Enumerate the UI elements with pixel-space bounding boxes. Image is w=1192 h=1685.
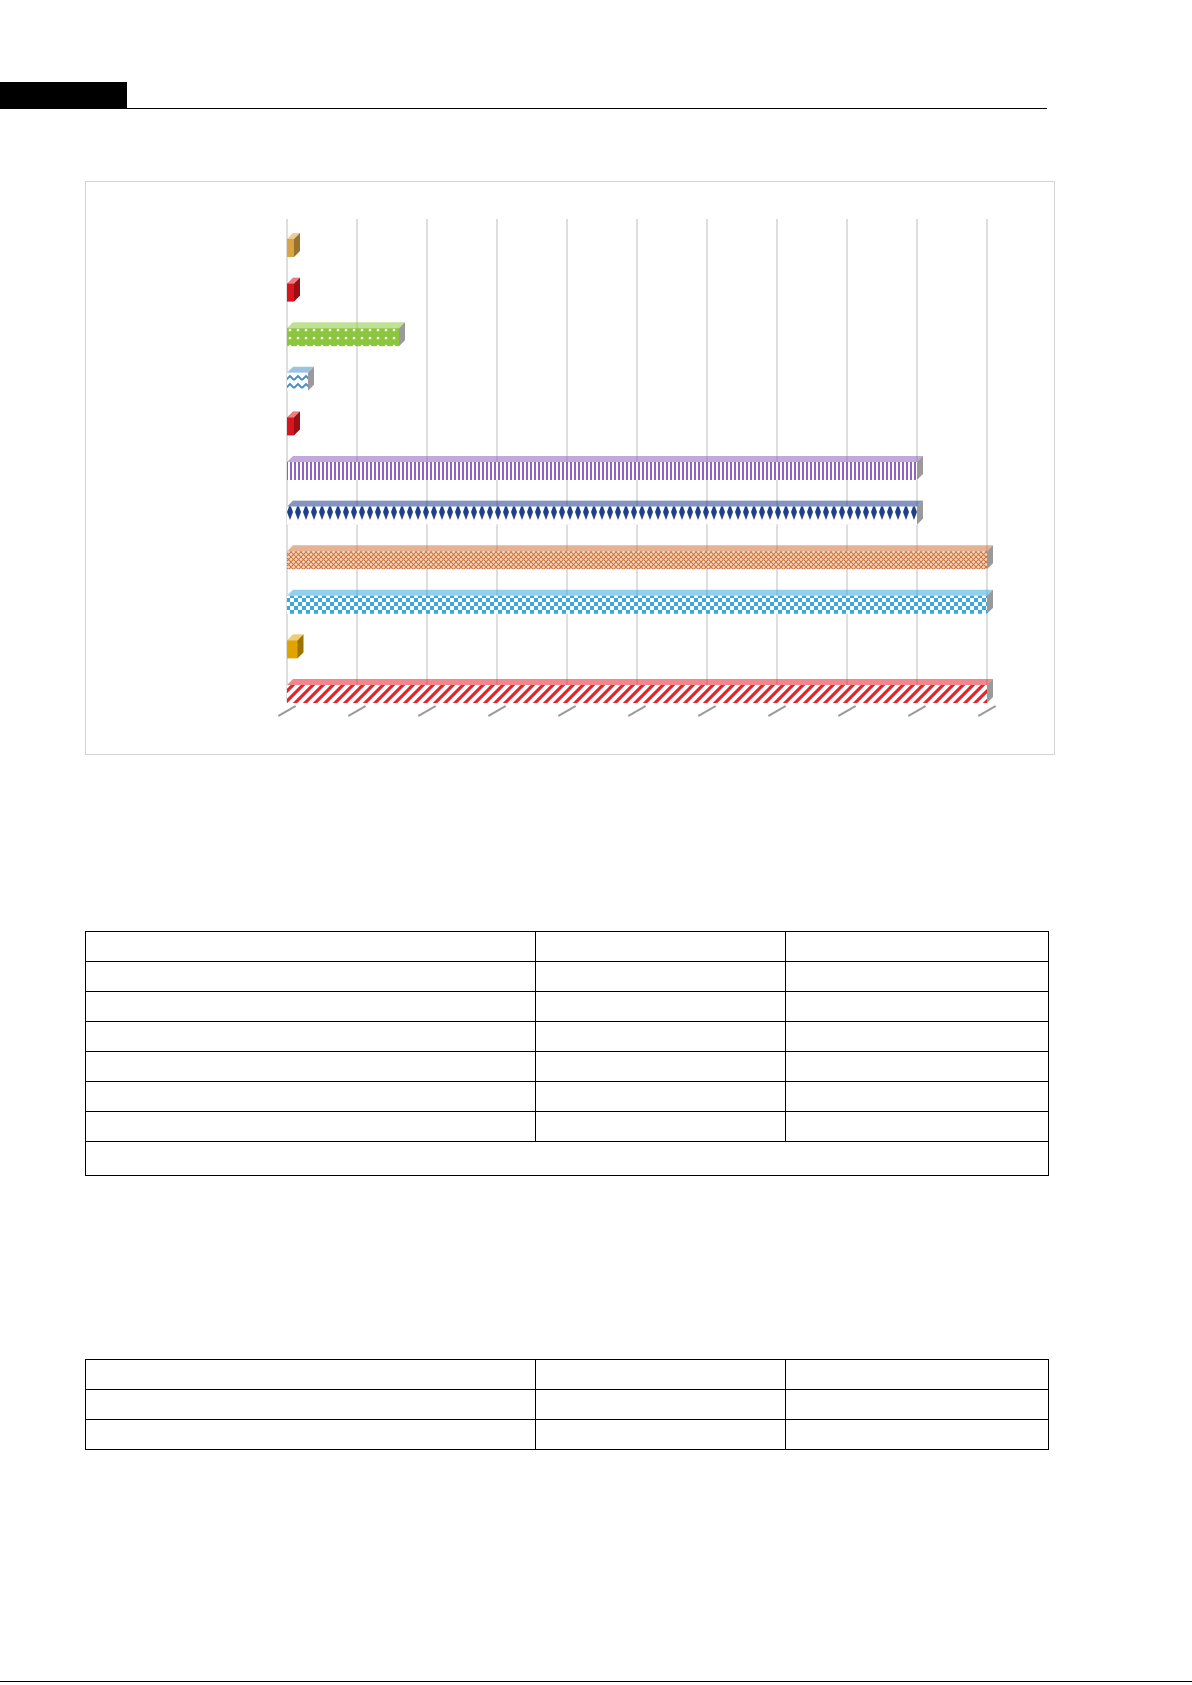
table-cell <box>86 1112 536 1142</box>
bottom-rule <box>0 1681 1192 1682</box>
bar-front-face <box>287 596 987 614</box>
table-cell <box>536 1420 786 1450</box>
table-cell <box>536 1360 786 1390</box>
table-cell <box>86 1360 536 1390</box>
header-rule <box>127 108 1047 109</box>
bar-front-face <box>287 551 987 569</box>
table-row <box>86 1082 1049 1112</box>
table-row <box>86 1112 1049 1142</box>
bar-front-face <box>287 373 308 391</box>
table-row <box>86 992 1049 1022</box>
x-tick-label <box>348 705 366 717</box>
x-tick-label <box>558 705 576 717</box>
data-table-2 <box>85 1359 1049 1450</box>
table-cell <box>536 932 786 962</box>
bar <box>287 233 300 257</box>
bar <box>287 545 993 569</box>
table-cell <box>786 1420 1049 1450</box>
table-row <box>86 1360 1049 1390</box>
table-cell <box>536 1082 786 1112</box>
table-cell <box>786 992 1049 1022</box>
bar-top-face <box>287 679 993 685</box>
table-cell <box>536 962 786 992</box>
table-cell <box>786 1022 1049 1052</box>
table-footer-row <box>86 1142 1049 1176</box>
bar-front-face <box>287 417 294 435</box>
bar-front-face <box>287 284 294 302</box>
header-tab-block <box>0 82 127 109</box>
table-row <box>86 1390 1049 1420</box>
bar-chart <box>86 182 1056 756</box>
x-tick-label <box>488 705 506 717</box>
x-tick-label <box>908 705 926 717</box>
bar <box>287 456 923 480</box>
bar-top-face <box>287 456 923 462</box>
table-row <box>86 1052 1049 1082</box>
table-cell <box>786 1082 1049 1112</box>
bar-front-face <box>287 685 987 703</box>
table-cell <box>86 1022 536 1052</box>
table-cell <box>536 1052 786 1082</box>
x-tick-label <box>978 705 996 717</box>
bar-front-face <box>287 507 917 525</box>
bar <box>287 278 300 302</box>
table-cell <box>86 992 536 1022</box>
bar <box>287 322 405 346</box>
x-tick-label <box>768 705 786 717</box>
table-cell <box>86 1420 536 1450</box>
table-cell <box>786 1052 1049 1082</box>
bar-top-face <box>287 545 993 551</box>
table-cell <box>536 1022 786 1052</box>
table-row <box>86 1022 1049 1052</box>
table-cell <box>536 992 786 1022</box>
table-cell <box>86 1082 536 1112</box>
x-tick-label <box>418 705 436 717</box>
chart-frame <box>85 181 1055 755</box>
table-row <box>86 932 1049 962</box>
table-footer-cell <box>86 1142 1049 1176</box>
x-tick-label <box>628 705 646 717</box>
x-tick-label <box>278 705 296 717</box>
bar-top-face <box>287 322 405 328</box>
bar <box>287 634 304 658</box>
bar-front-face <box>287 462 917 480</box>
bar <box>287 590 993 614</box>
table-cell <box>786 932 1049 962</box>
bars <box>287 233 993 703</box>
table-cell <box>786 1112 1049 1142</box>
bar-top-face <box>287 501 923 507</box>
bar <box>287 367 314 391</box>
bar <box>287 411 300 435</box>
table-cell <box>786 962 1049 992</box>
bar-front-face <box>287 640 298 658</box>
bar-front-face <box>287 239 294 257</box>
bar-top-face <box>287 590 993 596</box>
x-tick-label <box>698 705 716 717</box>
table-cell <box>86 962 536 992</box>
table-row <box>86 962 1049 992</box>
table-cell <box>786 1390 1049 1420</box>
bar <box>287 679 993 703</box>
bar <box>287 501 923 525</box>
table-cell <box>536 1390 786 1420</box>
x-tick-label <box>838 705 856 717</box>
table-cell <box>86 1390 536 1420</box>
table-row <box>86 1420 1049 1450</box>
table-cell <box>86 1052 536 1082</box>
table-cell <box>86 932 536 962</box>
table-cell <box>536 1112 786 1142</box>
table-cell <box>786 1360 1049 1390</box>
x-tick-labels <box>278 705 996 717</box>
data-table-1 <box>85 931 1049 1176</box>
bar-front-face <box>287 328 399 346</box>
